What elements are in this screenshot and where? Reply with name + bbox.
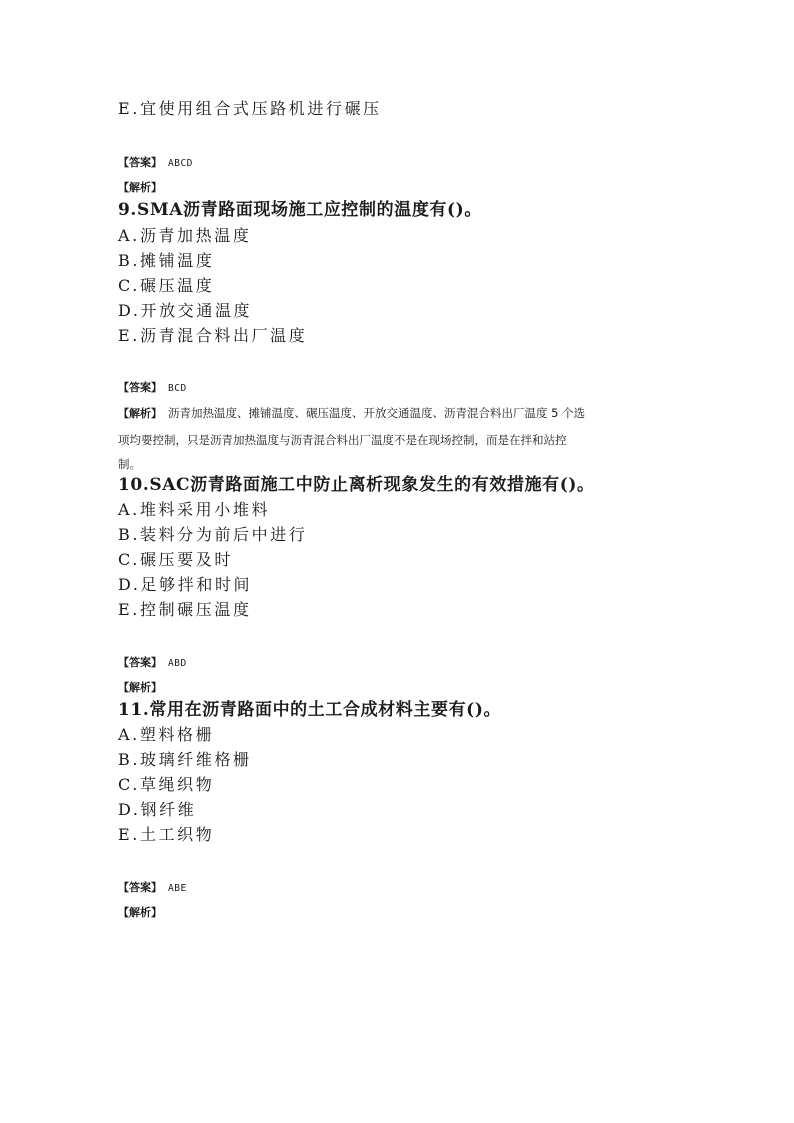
q10-answer xyxy=(118,656,187,671)
q9-option-b: B.摊铺温度 xyxy=(118,251,215,270)
answer-tag: 【答案】 xyxy=(118,881,162,894)
analysis-tag: 【解析】 xyxy=(118,681,162,694)
q9-option-c: C.碾压温度 xyxy=(118,276,215,295)
q11-option-c: C.草绳织物 xyxy=(118,775,215,794)
q9-option-a: A.沥青加热温度 xyxy=(118,226,252,245)
q10-question: 10.SAC沥青路面施工中防止离析现象发生的有效措施有()。 xyxy=(118,475,595,495)
answer-tag: 【答案】 xyxy=(118,156,162,169)
analysis-tag: 【解析】 xyxy=(118,181,162,194)
q10-option-d: D.足够拌和时间 xyxy=(118,575,253,594)
q10-option-e: E.控制碾压温度 xyxy=(118,600,252,619)
answer-value: BCD xyxy=(168,383,187,394)
q9-question: 9.SMA沥青路面现场施工应控制的温度有()。 xyxy=(118,200,482,220)
q9-analysis xyxy=(118,406,585,421)
q11-question: 11.常用在沥青路面中的土工合成材料主要有()。 xyxy=(118,700,502,720)
answer-value: ABD xyxy=(168,658,187,669)
analysis-tag: 【解析】 xyxy=(118,906,162,919)
q11-option-d: D.钢纤维 xyxy=(118,800,197,819)
q11-analysis xyxy=(118,906,168,920)
q11-option-b: B.玻璃纤维格栅 xyxy=(118,750,252,769)
q10-option-a: A.堆料采用小堆料 xyxy=(118,500,271,519)
q9-answer xyxy=(118,381,187,396)
answer-value: ABE xyxy=(168,883,187,894)
analysis-line-2: 项均要控制，只是沥青加热温度与沥青混合料出厂温度不是在现场控制，而是在拌和站控 xyxy=(118,433,567,447)
analysis-tag: 【解析】 xyxy=(118,407,162,420)
q9-option-e: E.沥青混合料出厂温度 xyxy=(118,326,308,345)
q8-option-e: E.宜使用组合式压路机进行碾压 xyxy=(118,99,382,118)
q10-option-b: B.装料分为前后中进行 xyxy=(118,525,308,544)
analysis-line-1: 沥青加热温度、摊铺温度、碾压温度、开放交通温度、沥青混合料出厂温度 5 个选 xyxy=(168,406,586,420)
analysis-line-3: 制。 xyxy=(118,457,141,471)
q11-option-e: E.土工织物 xyxy=(118,825,215,844)
answer-value: ABCD xyxy=(168,158,193,169)
q11-option-a: A.塑料格栅 xyxy=(118,725,215,744)
q8-answer xyxy=(118,156,193,171)
q10-analysis xyxy=(118,681,168,695)
q11-answer xyxy=(118,881,187,896)
answer-tag: 【答案】 xyxy=(118,381,162,394)
q10-option-c: C.碾压要及时 xyxy=(118,550,233,569)
answer-tag: 【答案】 xyxy=(118,656,162,669)
q8-analysis xyxy=(118,181,168,195)
q9-option-d: D.开放交通温度 xyxy=(118,301,253,320)
